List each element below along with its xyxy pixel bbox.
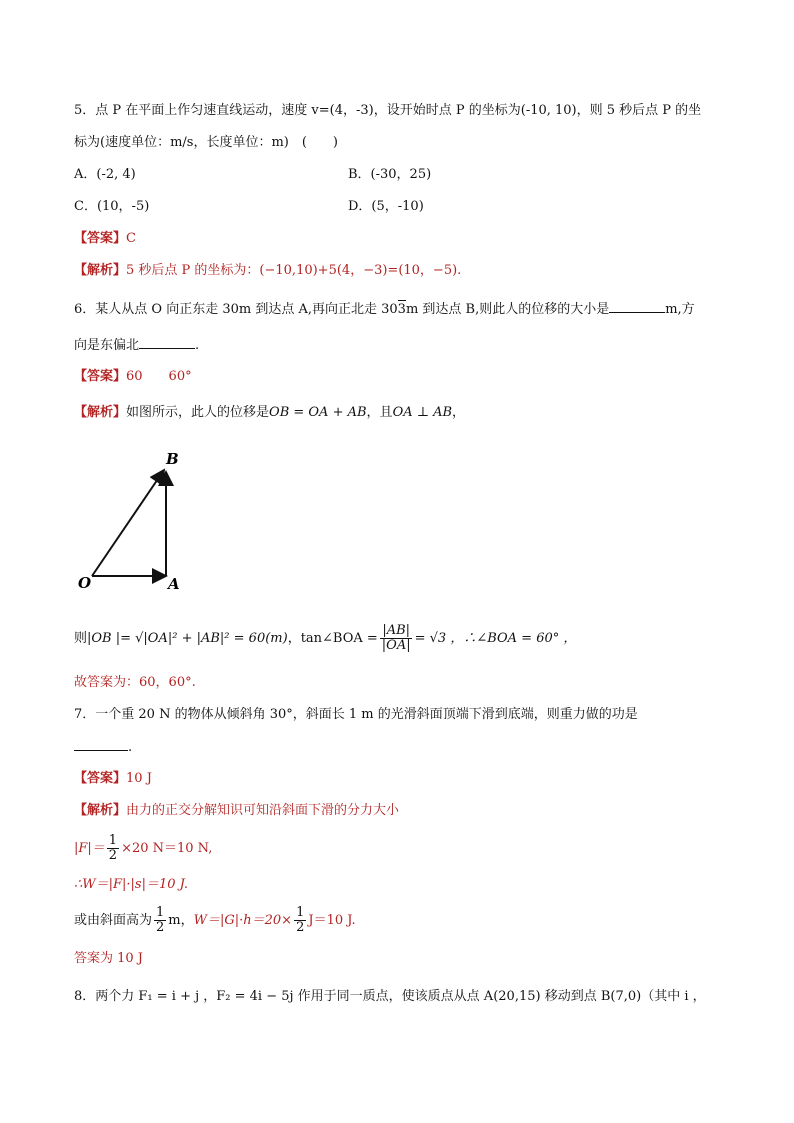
fraction-numerator: 1 <box>296 905 305 920</box>
point-a-label: A <box>168 575 180 593</box>
half-fraction <box>154 906 166 935</box>
q6-line2-end: . <box>195 338 200 353</box>
q6-line1 <box>74 300 695 319</box>
q6-analysis <box>74 404 465 422</box>
q6-line1-part-c: m 到达点 B,则此人的位移的大小是 <box>405 302 610 317</box>
q7-line2 <box>74 738 132 757</box>
point-b-label: B <box>166 450 179 468</box>
q8-line1: 8．两个力 F₁ = i + j ，F₂ = 4i − 5j 作用于同一质点，使该质点从点 A(20,15) 移动到点 B(7,0)（其中 i ， <box>74 989 706 1004</box>
q6-line1-part-a: 6．某人从点 O 向正东走 30m 到达点 A,再向正北走 30 <box>74 302 398 317</box>
magnitude-formula: |OB |= √|OA|² + |AB|² = 60(m) <box>87 631 288 646</box>
fraction-denominator: 2 <box>156 920 165 935</box>
displacement-figure <box>74 446 194 596</box>
q6-calculation <box>74 624 576 653</box>
half-fraction-2 <box>294 906 306 935</box>
height-text: 或由斜面高为 <box>74 913 153 928</box>
q6-line1-part-d: m,方 <box>665 302 695 317</box>
answer-tag: 【答案】 <box>74 369 127 384</box>
tan-fraction <box>380 624 413 653</box>
height-unit: m， <box>168 913 194 928</box>
analysis-text: 5 秒后点 P 的坐标为：(−10,10)+5(4，−3)=(10，−5). <box>126 263 462 278</box>
analysis-tag: 【解析】 <box>74 263 127 278</box>
work-text: W＝|G|·h＝20× <box>193 913 293 928</box>
q5-option-d: D．(5，-10) <box>348 199 424 214</box>
analysis-tag: 【解析】 <box>74 803 127 818</box>
q7-blank <box>74 738 128 751</box>
sqrt-three: 3 <box>397 302 406 317</box>
analysis-text: 由力的正交分解知识可知沿斜面下滑的分力大小 <box>126 803 400 818</box>
q6-line2 <box>74 336 199 355</box>
force-text-2: ×20 N＝10 N, <box>121 841 213 856</box>
q6-final: 故答案为：60，60°. <box>74 675 196 690</box>
calc-text: 则 <box>74 631 88 646</box>
q5-option-b: B．(-30，25) <box>348 167 432 182</box>
answer-value: 60 60° <box>126 369 192 384</box>
work-result: J＝10 J. <box>308 913 356 928</box>
analysis-text-3: ， <box>452 405 466 420</box>
answer-value: 10 J <box>126 771 152 786</box>
q5-line1: 5．点 P 在平面上作匀速直线运动，速度 v=(4，-3)，设开始时点 P 的坐标为(-10, 10)，则 5 秒后点 P 的坐 <box>74 103 702 118</box>
perpendicular-relation: OA ⊥ AB <box>392 405 453 420</box>
q6-line2-text: 向是东偏北 <box>74 338 140 353</box>
analysis-text-2: ，且 <box>366 405 393 420</box>
fraction-numerator: 1 <box>108 833 118 848</box>
vector-ob-arrow <box>92 470 164 576</box>
q6-answer <box>74 368 192 386</box>
calc-text-3: = √3 ，∴∠BOA = 60° ， <box>414 631 577 646</box>
analysis-text: 如图所示，此人的位移是 <box>126 405 270 420</box>
vector-equation: OB = OA + AB <box>269 405 367 420</box>
q7-height-formula <box>74 906 356 935</box>
fraction-numerator: 1 <box>156 905 165 920</box>
q7-answer <box>74 770 152 788</box>
q7-analysis <box>74 802 399 820</box>
fraction-denominator: 2 <box>296 920 305 935</box>
answer-value: C <box>126 231 136 246</box>
analysis-tag: 【解析】 <box>74 405 127 420</box>
q5-line2: 标为(速度单位：m/s，长度单位：m) ( ) <box>74 135 338 150</box>
answer-tag: 【答案】 <box>74 771 127 786</box>
q5-analysis <box>74 262 461 280</box>
point-o-label: O <box>78 574 92 592</box>
half-fraction <box>107 834 119 863</box>
fraction-denominator: |OA| <box>381 638 411 653</box>
q6-blank-2 <box>139 336 195 349</box>
fraction-numerator: |AB| <box>382 623 411 638</box>
q5-option-a: A．(-2, 4) <box>74 167 136 182</box>
q7-final: 答案为 10 J <box>74 951 144 966</box>
q7-force-formula <box>74 834 212 863</box>
q7-line2-end: . <box>128 740 133 755</box>
force-text: |F|＝ <box>74 841 105 856</box>
answer-tag: 【答案】 <box>74 231 127 246</box>
q7-work-line: ∴W＝|F|·|s|＝10 J. <box>74 877 188 892</box>
q5-option-c: C．(10，-5) <box>74 199 150 214</box>
fraction-denominator: 2 <box>108 848 118 863</box>
q7-line1: 7．一个重 20 N 的物体从倾斜角 30°，斜面长 1 m 的光滑斜面顶端下滑到底端，则重力做的功是 <box>74 707 638 722</box>
q5-answer <box>74 230 136 248</box>
calc-text-2: ，tan∠BOA = <box>287 631 378 646</box>
q6-blank-1 <box>609 300 665 313</box>
